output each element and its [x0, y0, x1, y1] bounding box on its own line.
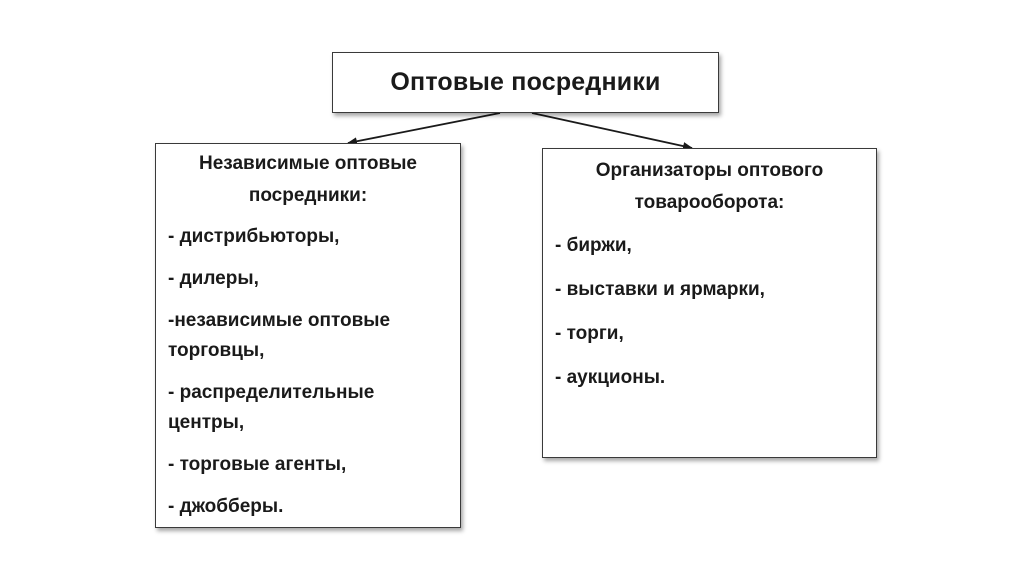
root-node-box [332, 52, 719, 113]
list-item: - дистрибьюторы, [168, 226, 340, 247]
wholesale-organizers-list [543, 231, 876, 393]
diagram-title: Оптовые посредники [390, 68, 661, 96]
independent-intermediaries-box [155, 143, 461, 528]
list-item: - распределительные центры, [168, 382, 375, 433]
list-item: - аукционы. [555, 367, 666, 388]
arrow-to-left-box [348, 113, 500, 143]
arrow-to-right-box [532, 113, 692, 148]
list-item: - биржи, [555, 235, 632, 256]
list-item: -независимые оптовые торговцы, [168, 310, 391, 361]
list-item: - джобберы. [168, 496, 284, 517]
independent-intermediaries-heading: Независимые оптовые посредники: [199, 153, 417, 206]
wholesale-organizers-heading: Организаторы оптового товарооборота: [595, 160, 824, 213]
list-item: - торги, [555, 323, 624, 344]
list-item: - дилеры, [168, 268, 259, 289]
wholesale-organizers-box [542, 148, 877, 458]
list-item: - торговые агенты, [168, 454, 347, 475]
list-item: - выставки и ярмарки, [555, 279, 765, 300]
independent-intermediaries-list [156, 222, 460, 522]
